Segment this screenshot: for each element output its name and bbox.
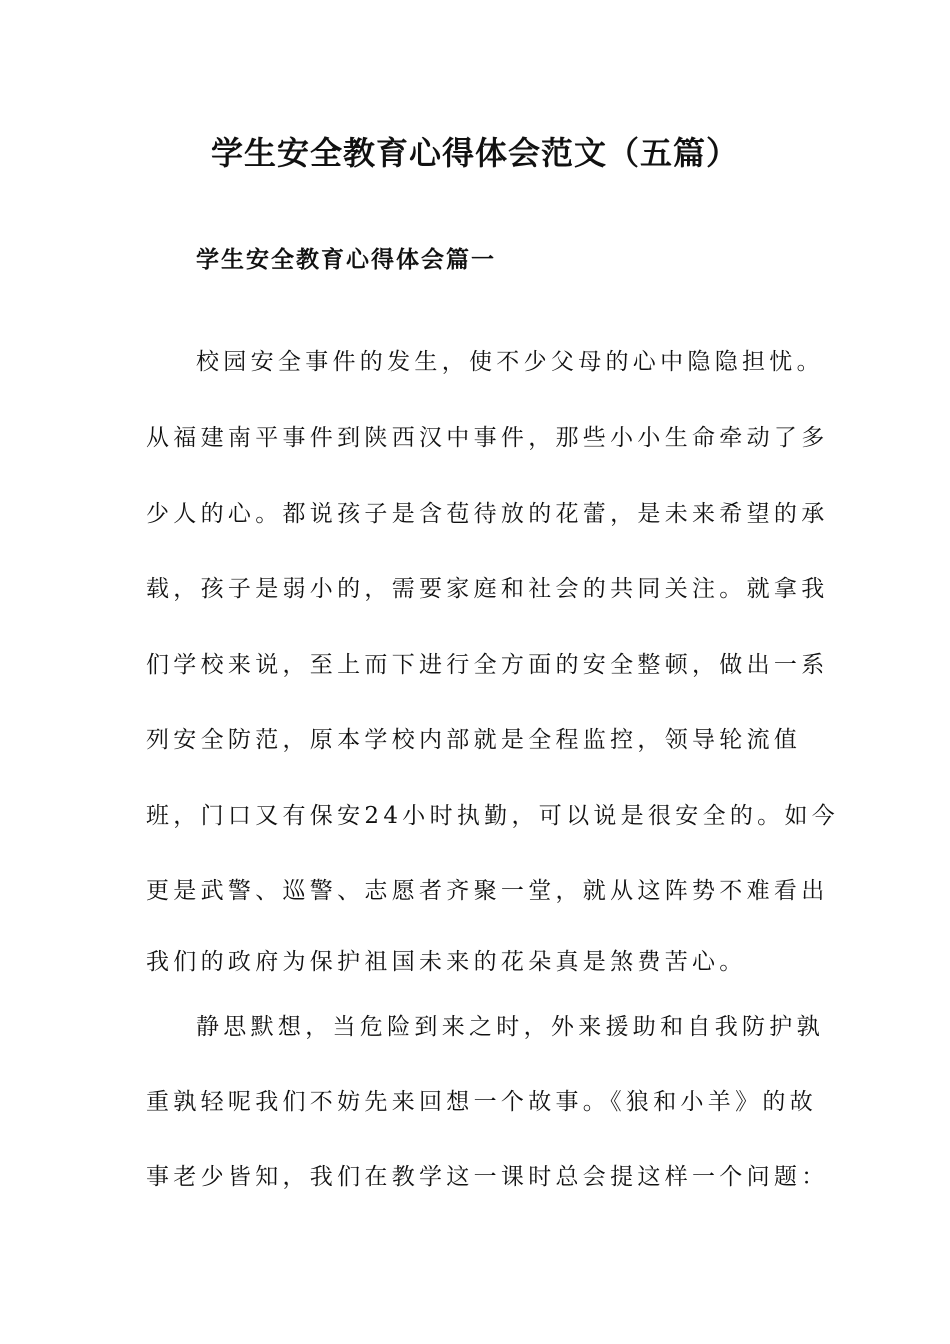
paragraph-line: 班，门口又有保安24小时执勤，可以说是很安全的。如今 — [146, 803, 840, 829]
paragraph-line: 更是武警、巡警、志愿者齐聚一堂，就从这阵势不难看出 — [146, 878, 829, 904]
paragraph-line: 从福建南平事件到陕西汉中事件，那些小小生命牵动了多 — [146, 425, 829, 451]
paragraph-line: 载，孩子是弱小的，需要家庭和社会的共同关注。就拿我 — [146, 576, 829, 602]
paragraph-line: 事老少皆知，我们在教学这一课时总会提这样一个问题： — [146, 1164, 829, 1190]
paragraph-line: 重孰轻呢我们不妨先来回想一个故事。《狼和小羊》的故 — [146, 1089, 817, 1115]
paragraph-line: 静思默想，当危险到来之时，外来援助和自我防护孰 — [196, 1014, 824, 1040]
document-title: 学生安全教育心得体会范文（五篇） — [210, 134, 739, 172]
paragraph-line: 们学校来说，至上而下进行全方面的安全整顿，做出一系 — [146, 652, 829, 678]
paragraph-line: 少人的心。都说孩子是含苞待放的花蕾，是未来希望的承 — [146, 501, 829, 527]
paragraph-line: 列安全防范，原本学校内部就是全程监控，领导轮流值 — [146, 727, 802, 753]
section-heading: 学生安全教育心得体会篇一 — [196, 247, 496, 273]
paragraph-line: 校园安全事件的发生，使不少父母的心中隐隐担忧。 — [196, 349, 824, 375]
paragraph-line: 我们的政府为保护祖国未来的花朵真是煞费苦心。 — [146, 949, 747, 975]
